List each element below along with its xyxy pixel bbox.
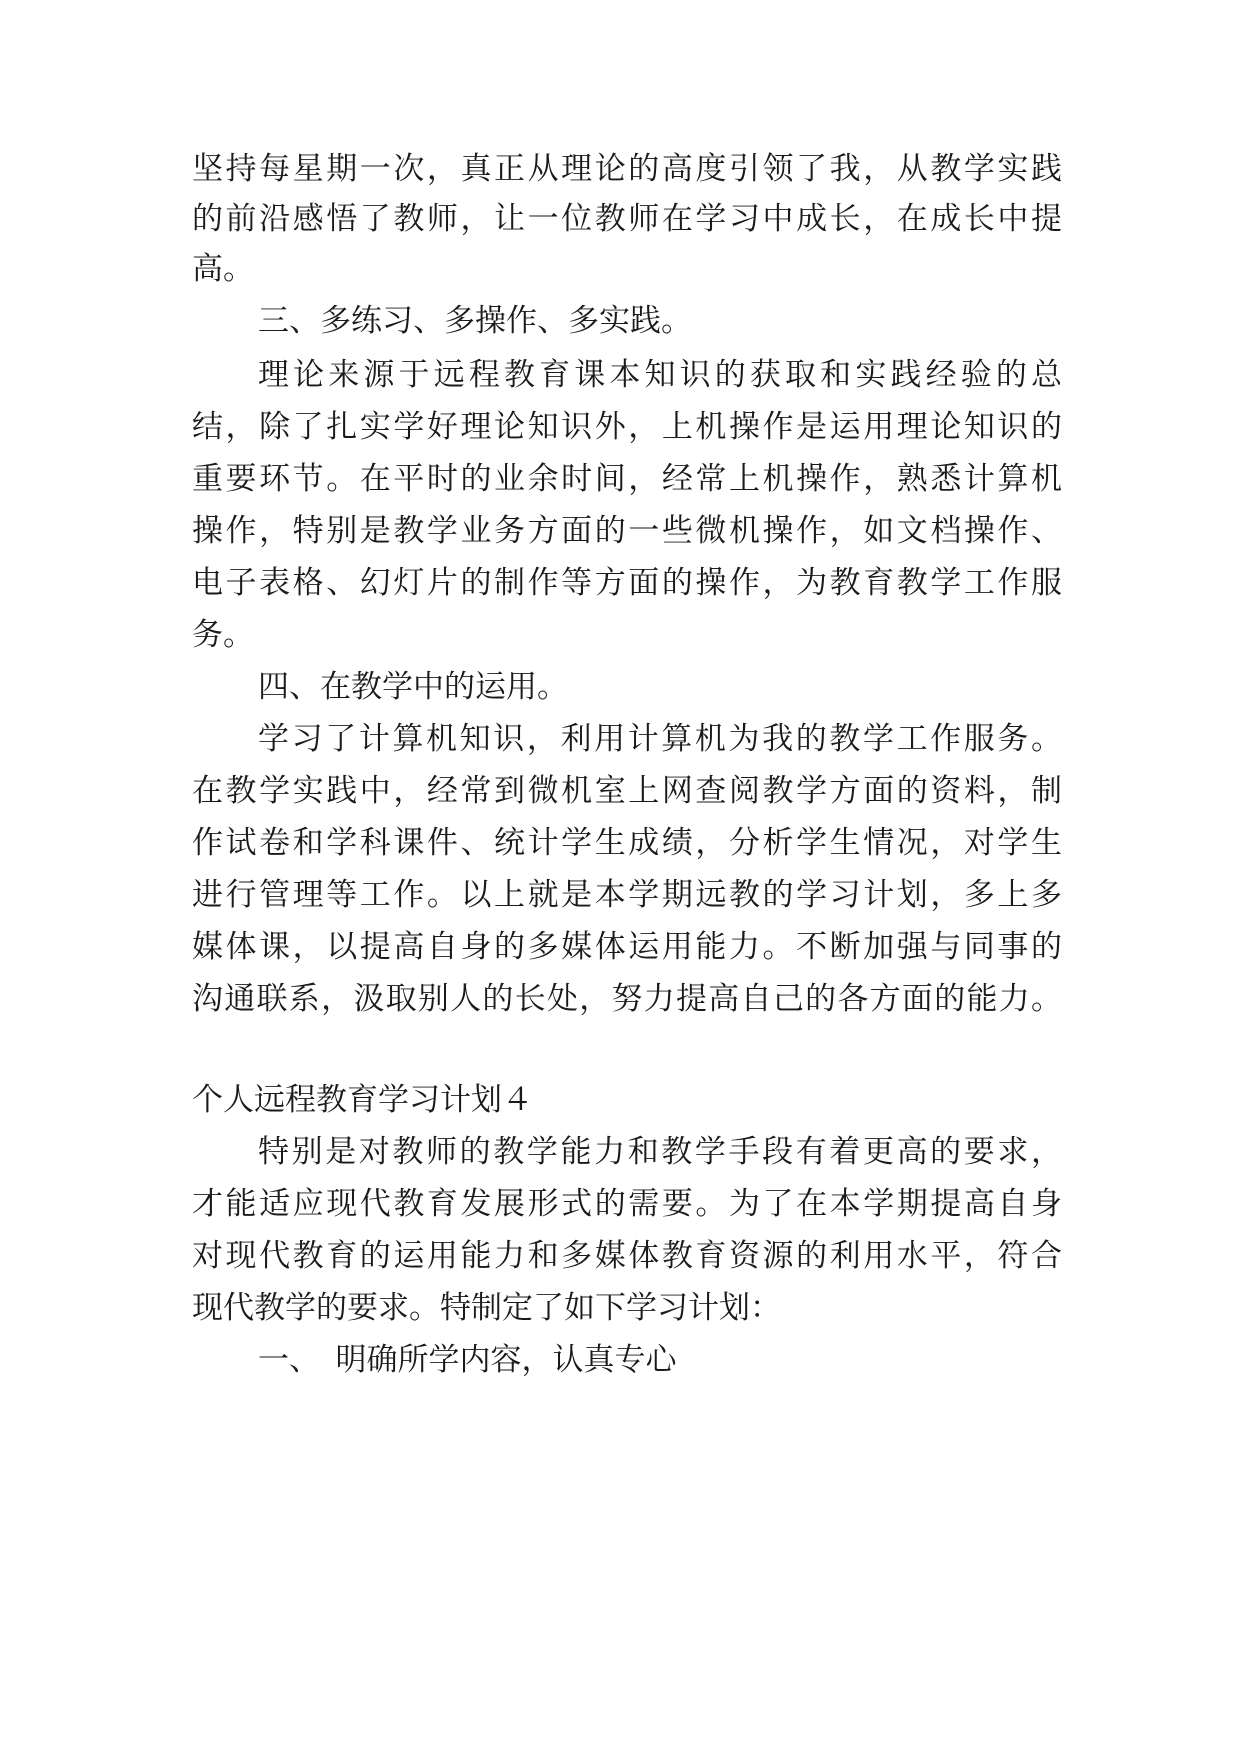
paragraph-line: 的前沿感悟了教师，让一位教师在学习中成长，在成长中提 — [192, 201, 1062, 237]
paragraph-line: 媒体课，以提高自身的多媒体运用能力。不断加强与同事的 — [192, 929, 1062, 965]
section-heading-1: 一、 明确所学内容，认真专心 — [258, 1342, 677, 1378]
paragraph-line: 高。 — [192, 251, 254, 287]
paragraph-line: 特别是对教师的教学能力和教学手段有着更高的要求， — [258, 1134, 1062, 1170]
paragraph-line: 现代教学的要求。特制定了如下学习计划： — [192, 1290, 781, 1326]
section-heading-3: 三、多练习、多操作、多实践。 — [258, 303, 692, 339]
paragraph-line: 操作，特别是教学业务方面的一些微机操作，如文档操作、 — [192, 513, 1062, 549]
paragraph-line: 沟通联系，汲取别人的长处，努力提高自己的各方面的能力。 — [192, 981, 1062, 1017]
paragraph-line: 作试卷和学科课件、统计学生成绩，分析学生情况，对学生 — [192, 825, 1062, 861]
section-heading-4: 四、在教学中的运用。 — [258, 669, 568, 705]
paragraph-line: 电子表格、幻灯片的制作等方面的操作，为教育教学工作服 — [192, 565, 1062, 601]
document-section-title: 个人远程教育学习计划４ — [192, 1082, 533, 1118]
paragraph-line: 进行管理等工作。以上就是本学期远教的学习计划，多上多 — [192, 877, 1062, 913]
paragraph-line: 务。 — [192, 617, 254, 653]
paragraph-line: 结，除了扎实学好理论知识外，上机操作是运用理论知识的 — [192, 409, 1062, 445]
paragraph-line: 对现代教育的运用能力和多媒体教育资源的利用水平，符合 — [192, 1238, 1062, 1274]
paragraph-line: 理论来源于远程教育课本知识的获取和实践经验的总 — [258, 357, 1062, 393]
paragraph-line: 学习了计算机知识，利用计算机为我的教学工作服务。 — [258, 721, 1062, 757]
paragraph-line: 坚持每星期一次，真正从理论的高度引领了我，从教学实践 — [192, 151, 1062, 187]
paragraph-line: 重要环节。在平时的业余时间，经常上机操作，熟悉计算机 — [192, 461, 1062, 497]
paragraph-line: 才能适应现代教育发展形式的需要。为了在本学期提高自身 — [192, 1186, 1062, 1222]
paragraph-line: 在教学实践中，经常到微机室上网查阅教学方面的资料，制 — [192, 773, 1062, 809]
